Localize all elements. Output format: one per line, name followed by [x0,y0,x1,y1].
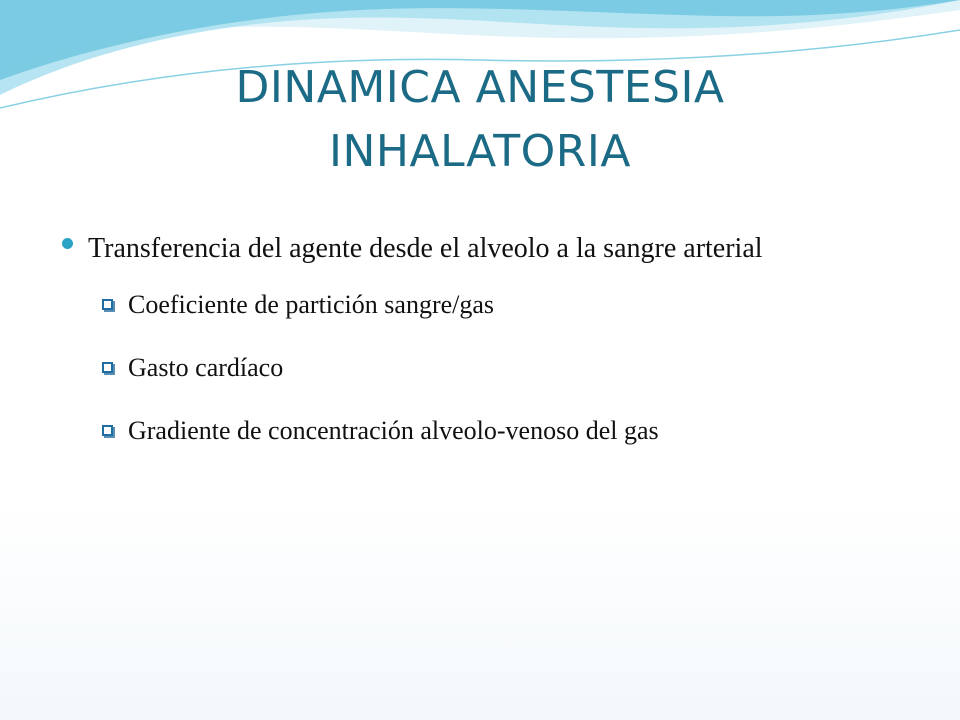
sub-bullet [102,290,900,320]
sub-bullet-text: Gradiente de concentración alveolo-venoso del gas [128,416,659,445]
slide-title [120,56,840,184]
square-bullet-icon [102,362,113,373]
main-bullet [60,218,900,280]
sub-bullet-text: Gasto cardíaco [128,353,284,382]
sub-bullet-text: Coeficiente de partición sangre/gas [128,290,495,319]
title-line-1: DINAMICA ANESTESIA [235,62,725,113]
main-bullet-text: Transferencia del agente desde el alveolo a la sangre arterial [88,233,763,264]
sub-bullet-list [60,290,900,446]
round-bullet-icon [62,238,73,249]
title-line-2: INHALATORIA [329,126,631,177]
sub-bullet [102,353,900,383]
sub-bullet [102,416,900,446]
square-bullet-icon [102,425,113,436]
bullet-list [60,218,900,479]
square-bullet-icon [102,299,113,310]
